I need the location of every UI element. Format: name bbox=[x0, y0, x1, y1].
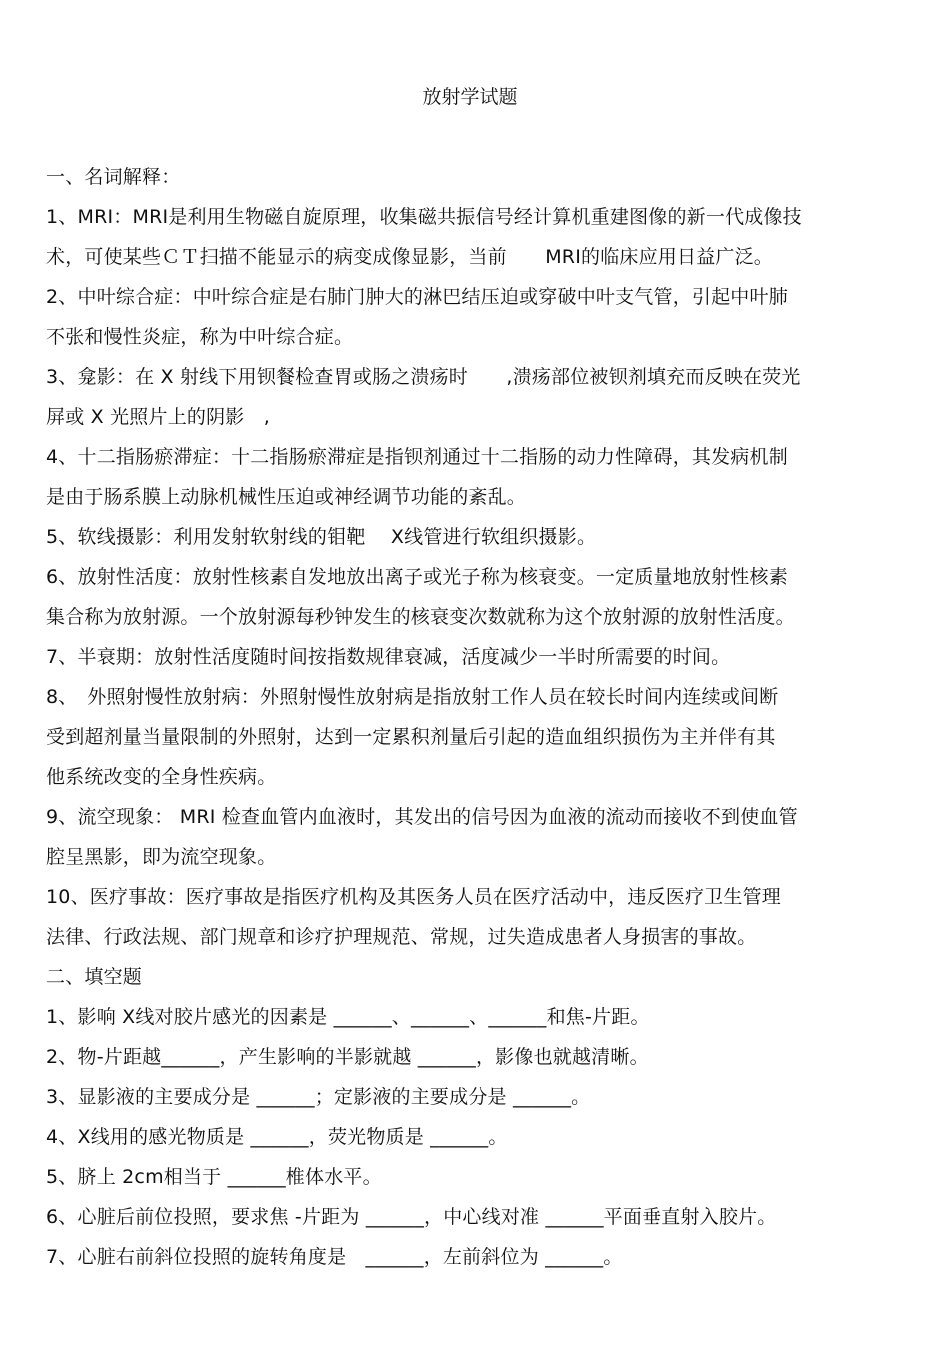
text-line: 5、软线摄影：利用发射软射线的钼靶 X线管进行软组织摄影。 bbox=[46, 526, 597, 548]
text-line: 1、MRI：MRI是利用生物磁自旋原理，收集磁共振信号经计算机重建图像的新一代成像技 bbox=[46, 206, 802, 228]
text-line: 9、流空现象： MRI 检查血管内血液时，其发出的信号因为血液的流动而接收不到使血管 bbox=[46, 806, 798, 828]
text-line: 集合称为放射源。一个放射源每秒钟发生的核衰变次数就称为这个放射源的放射性活度。 bbox=[46, 606, 795, 628]
text-line: 1、影响 X线对胶片感光的因素是 ______、______、______和焦-片距。 bbox=[46, 1006, 650, 1028]
text-line: 7、心脏右前斜位投照的旋转角度是 ______，左前斜位为 ______。 bbox=[46, 1246, 623, 1268]
section-heading: 一、名词解释： bbox=[46, 166, 181, 188]
text-line: 受到超剂量当量限制的外照射，达到一定累积剂量后引起的造血组织损伤为主并伴有其 bbox=[46, 726, 776, 748]
text-line: 术，可使某些ＣＴ扫描不能显示的病变成像显影，当前 MRI的临床应用日益广泛。 bbox=[46, 246, 774, 268]
text-line: 4、十二指肠瘀滞症：十二指肠瘀滞症是指钡剂通过十二指肠的动力性障碍，其发病机制 bbox=[46, 446, 788, 468]
text-line: 是由于肠系膜上动脉机械性压迫或神经调节功能的紊乱。 bbox=[46, 486, 527, 508]
text-line: 8、 外照射慢性放射病：外照射慢性放射病是指放射工作人员在较长时间内连续或间断 bbox=[46, 686, 779, 708]
text-line: 2、物-片距越______，产生影响的半影就越 ______，影像也就越清晰。 bbox=[46, 1046, 649, 1068]
text-line: 屏或 X 光照片上的阴影 , bbox=[46, 406, 270, 428]
page-title: 放射学试题 bbox=[422, 86, 518, 108]
text-line: 3、龛影：在 X 射线下用钡餐检查胃或肠之溃疡时 ,溃疡部位被钡剂填充而反映在荧光 bbox=[46, 366, 801, 388]
text-line: 不张和慢性炎症，称为中叶综合症。 bbox=[46, 326, 354, 348]
section-heading: 二、填空题 bbox=[46, 966, 143, 988]
text-line: 他系统改变的全身性疾病。 bbox=[46, 766, 277, 788]
text-line: 法律、行政法规、部门规章和诊疗护理规范、常规，过失造成患者人身损害的事故。 bbox=[46, 926, 757, 948]
text-line: 腔呈黑影，即为流空现象。 bbox=[46, 846, 277, 868]
text-line: 6、心脏后前位投照，要求焦 -片距为 ______，中心线对准 ______平面垂直射入胶片。 bbox=[46, 1206, 777, 1228]
text-line: 10、医疗事故：医疗事故是指医疗机构及其医务人员在医疗活动中，违反医疗卫生管理 bbox=[46, 886, 781, 908]
text-line: 6、放射性活度：放射性核素自发地放出离子或光子称为核衰变。一定质量地放射性核素 bbox=[46, 566, 788, 588]
text-line: 2、中叶综合症：中叶综合症是右肺门肿大的淋巴结压迫或穿破中叶支气管，引起中叶肺 bbox=[46, 286, 788, 308]
text-line: 7、半衰期：放射性活度随时间按指数规律衰减，活度减少一半时所需要的时间。 bbox=[46, 646, 731, 668]
text-line: 5、脐上 2cm相当于 ______椎体水平。 bbox=[46, 1166, 382, 1188]
text-line: 4、X线用的感光物质是 ______，荧光物质是 ______。 bbox=[46, 1126, 508, 1148]
text-line: 3、显影液的主要成分是 ______；定影液的主要成分是 ______。 bbox=[46, 1086, 591, 1108]
